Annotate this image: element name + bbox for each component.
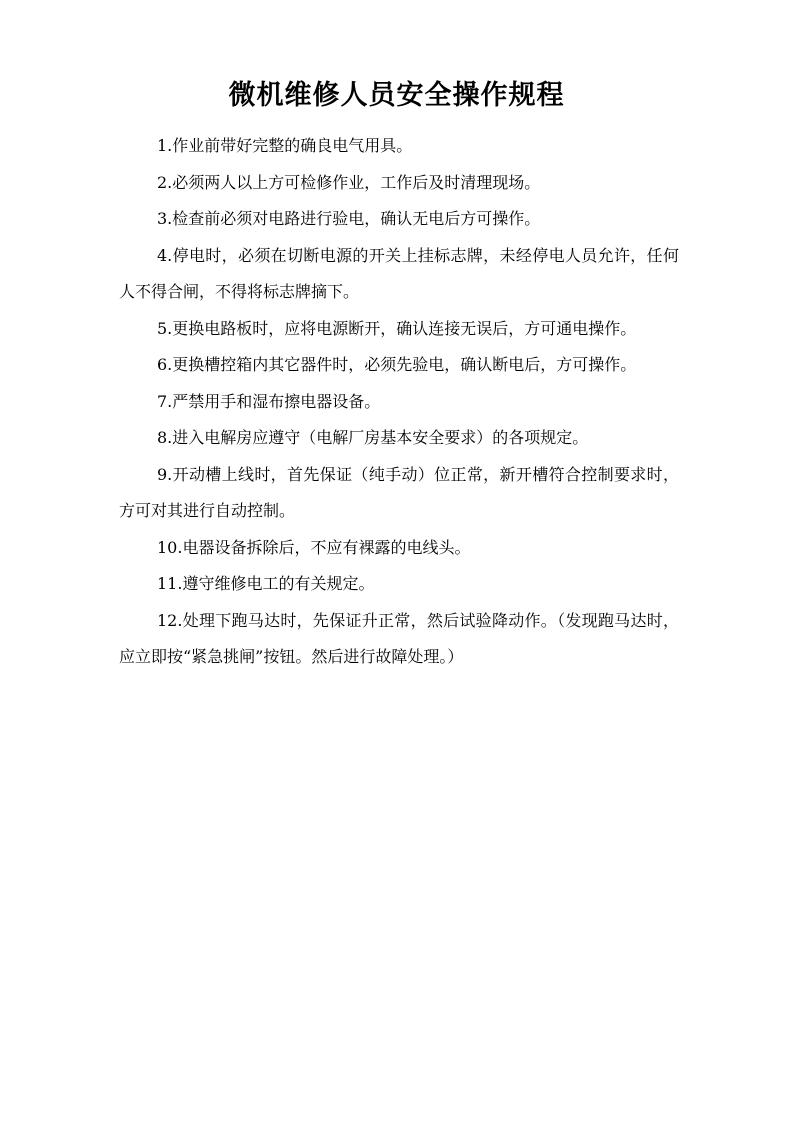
rule-item-4: 4.停电时，必须在切断电源的开关上挂标志牌，未经停电人员允许，任何人不得合闸，不得将标志牌摘下。 — [119, 245, 679, 301]
rule-item-6: 6.更换槽控箱内其它器件时，必须先验电，确认断电后，方可操作。 — [157, 355, 637, 374]
rule-item-2: 2.必须两人以上方可检修作业，工作后及时清理现场。 — [157, 172, 541, 192]
rule-item-3: 3.检查前必须对电路进行验电，确认无电后方可操作。 — [157, 209, 541, 228]
rule-item-12: 12.处理下跑马达时，先保证升正常，然后试验降动作。（发现跑马达时，应立即按“紧急挑闸”按钮。然后进行故障处理。） — [119, 610, 679, 666]
rule-item-10: 10.电器设备拆除后，不应有裸露的电线头。 — [157, 537, 471, 557]
rule-item-11: 11.遵守维修电工的有关规定。 — [157, 574, 375, 593]
rule-item-9: 9.开动槽上线时，首先保证（纯手动）位正常，新开槽符合控制要求时，方可对其进行自动控制。 — [119, 464, 679, 520]
document-body — [119, 128, 679, 676]
rule-item-8: 8.进入电解房应遵守（电解厂房基本安全要求）的各项规定。 — [157, 428, 589, 447]
rule-item-5: 5.更换电路板时，应将电源断开，确认连接无误后，方可通电操作。 — [157, 318, 637, 338]
rule-item-7: 7.严禁用手和湿布擦电器设备。 — [157, 391, 381, 411]
rule-item-1: 1.作业前带好完整的确良电气用具。 — [157, 136, 413, 155]
document-title: 微机维修人员安全操作规程 — [228, 80, 565, 111]
